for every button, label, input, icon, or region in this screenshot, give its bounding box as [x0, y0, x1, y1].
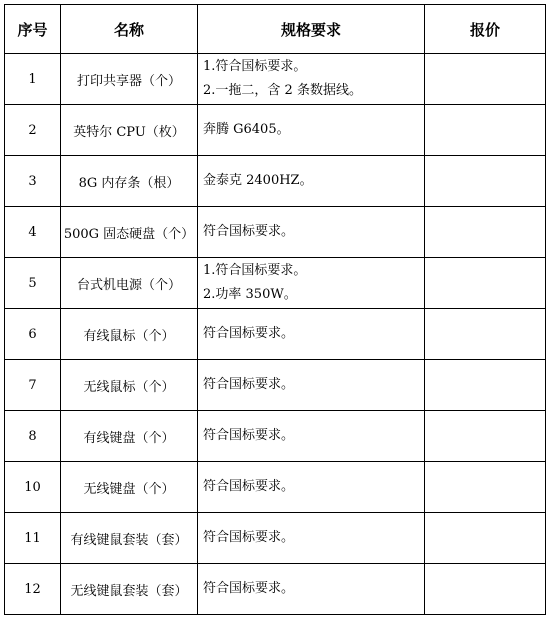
table-header-row: [5, 5, 546, 54]
item-name: 500G 固态硬盘（个）: [61, 207, 198, 258]
table-row: [5, 513, 546, 564]
row-number: 8: [5, 411, 61, 462]
item-spec: [198, 513, 425, 564]
price-cell[interactable]: [425, 513, 546, 564]
price-cell[interactable]: [425, 462, 546, 513]
item-spec: [198, 309, 425, 360]
item-name: 无线键盘（个）: [61, 462, 198, 513]
spec-line: 符合国标要求。: [203, 224, 295, 239]
row-number: 1: [5, 54, 61, 105]
spec-line: 符合国标要求。: [203, 326, 295, 341]
item-name: 有线键盘（个）: [61, 411, 198, 462]
item-spec: [198, 411, 425, 462]
table-row: [5, 309, 546, 360]
spec-line: 符合国标要求。: [203, 479, 295, 494]
item-spec: [198, 207, 425, 258]
table-body: [5, 54, 546, 615]
item-spec: [198, 258, 425, 309]
table-row: [5, 156, 546, 207]
header-name: 名称: [61, 5, 198, 54]
spec-line: 2.功率 350W。: [203, 287, 297, 302]
header-no: 序号: [5, 5, 61, 54]
spec-line: 符合国标要求。: [203, 530, 295, 545]
item-name: 无线键鼠套装（套）: [61, 564, 198, 615]
spec-line: 2.一拖二，含 2 条数据线。: [203, 83, 362, 98]
spec-line: 金泰克 2400HZ。: [203, 173, 313, 188]
row-number: 5: [5, 258, 61, 309]
spec-line: 符合国标要求。: [203, 377, 295, 392]
price-cell[interactable]: [425, 105, 546, 156]
item-name: 无线鼠标（个）: [61, 360, 198, 411]
table-row: [5, 462, 546, 513]
item-spec: [198, 564, 425, 615]
item-name: 打印共享器（个）: [61, 54, 198, 105]
item-name: 有线键鼠套装（套）: [61, 513, 198, 564]
row-number: 12: [5, 564, 61, 615]
price-cell[interactable]: [425, 207, 546, 258]
item-spec: [198, 54, 425, 105]
row-number: 6: [5, 309, 61, 360]
header-price: 报价: [425, 5, 546, 54]
row-number: 2: [5, 105, 61, 156]
row-number: 11: [5, 513, 61, 564]
table-row: [5, 411, 546, 462]
price-cell[interactable]: [425, 54, 546, 105]
item-name: 有线鼠标（个）: [61, 309, 198, 360]
spec-line: 1.符合国标要求。: [203, 263, 307, 278]
table-row: [5, 258, 546, 309]
spec-line: 1.符合国标要求。: [203, 59, 307, 74]
item-name: 8G 内存条（根）: [61, 156, 198, 207]
table-row: [5, 54, 546, 105]
price-cell[interactable]: [425, 309, 546, 360]
item-spec: [198, 360, 425, 411]
spec-line: 符合国标要求。: [203, 581, 295, 596]
row-number: 4: [5, 207, 61, 258]
table-row: [5, 105, 546, 156]
spec-line: 符合国标要求。: [203, 428, 295, 443]
item-spec: [198, 156, 425, 207]
item-spec: [198, 462, 425, 513]
table-row: [5, 564, 546, 615]
row-number: 10: [5, 462, 61, 513]
price-cell[interactable]: [425, 564, 546, 615]
item-spec: [198, 105, 425, 156]
row-number: 3: [5, 156, 61, 207]
item-name: 英特尔 CPU（枚）: [61, 105, 198, 156]
price-cell[interactable]: [425, 411, 546, 462]
table-row: [5, 207, 546, 258]
table-row: [5, 360, 546, 411]
price-cell[interactable]: [425, 360, 546, 411]
spec-line: 奔腾 G6405。: [203, 122, 290, 137]
item-name: 台式机电源（个）: [61, 258, 198, 309]
price-cell[interactable]: [425, 258, 546, 309]
header-spec: 规格要求: [198, 5, 425, 54]
quotation-table: [4, 4, 546, 615]
row-number: 7: [5, 360, 61, 411]
price-cell[interactable]: [425, 156, 546, 207]
